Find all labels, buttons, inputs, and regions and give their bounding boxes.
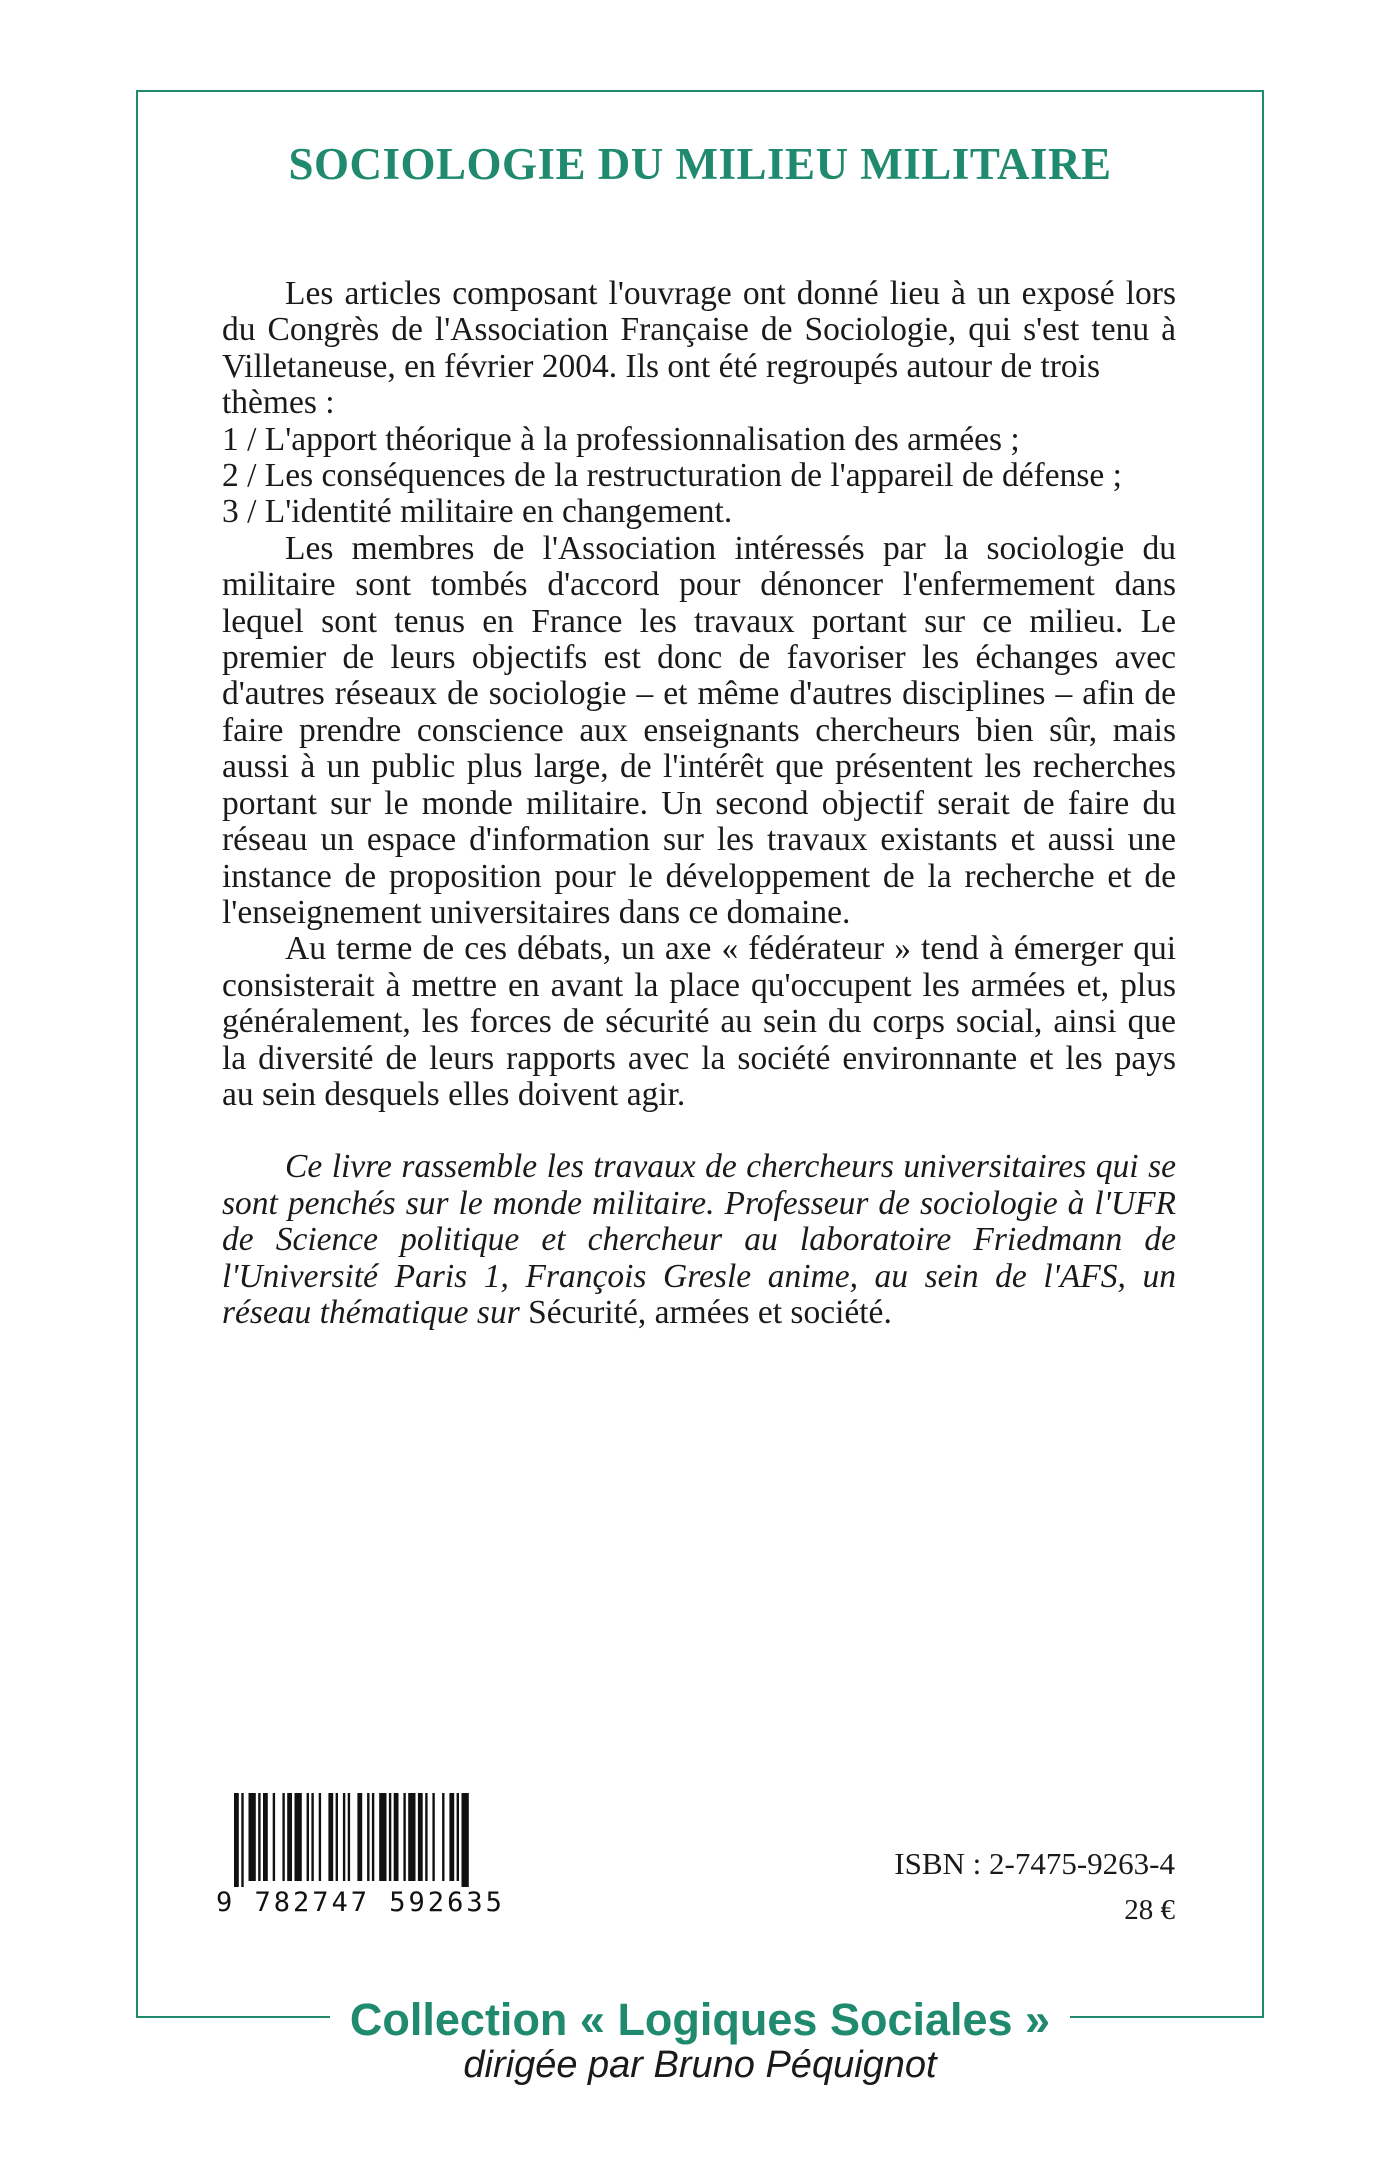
- barcode-bar: [311, 1793, 313, 1881]
- themes-label: thèmes :: [222, 384, 335, 422]
- collection-name: [0, 1996, 1400, 2044]
- barcode-bar: [295, 1793, 302, 1881]
- price: 28 €: [1124, 1894, 1175, 1926]
- barcode-digits: 9 782747 592635: [216, 1887, 505, 1918]
- barcode-bar: [418, 1793, 423, 1881]
- intro-paragraph-1: Les articles composant l'ouvrage ont donné lieu à un exposé lors du Congrès de l'Association Française de Sociologie, qui s'est tenu à Villetaneuse, en février 2004. Ils ont été regroupés autour de trois: [222, 275, 1176, 385]
- barcode-bar: [282, 1793, 284, 1881]
- barcode-bar: [241, 1793, 243, 1887]
- barcode-bar: [432, 1793, 434, 1881]
- isbn: ISBN : 2-7475-9263-4: [894, 1846, 1175, 1881]
- barcode-bar: [394, 1793, 399, 1881]
- barcode-bar: [287, 1793, 292, 1881]
- intro-paragraph-2: Les membres de l'Association intéressés par la sociologie du militaire sont tombés d'accord pour dénoncer l'enfermement dans lequel sont tenus en France les travaux portant sur ce milieu. Le premier de leurs objectifs est donc de favoriser les échanges avec d'autres réseaux de sociologie – et même d'autres disciplines – afin de faire prendre conscience aux enseignants chercheurs bien sûr, mais aussi à un public plus large, de l'intérêt que présentent les recherches portant sur le monde militaire. Un second objectif serait de faire du réseau un espace d'information sur les travaux existants et aussi une instance de proposition pour le développement de la recherche et de l'enseignement universitaires dans ce domaine.: [222, 529, 1176, 931]
- barcode-bar: [408, 1793, 415, 1881]
- barcode-bar: [442, 1793, 444, 1881]
- theme-item-1: 1 / L'apport théorique à la professionnalisation des armées ;: [222, 420, 1020, 458]
- barcode-bar: [367, 1793, 369, 1881]
- back-cover-text: [222, 276, 1176, 1331]
- barcode-bar: [462, 1793, 469, 1887]
- barcode-bar: [425, 1793, 427, 1881]
- barcode-bar: [379, 1793, 386, 1881]
- barcode-bar: [234, 1793, 239, 1887]
- barcode-bar: [336, 1793, 338, 1881]
- barcode-bar: [372, 1793, 374, 1881]
- barcode-bar: [307, 1793, 309, 1881]
- barcode-bar: [348, 1793, 350, 1881]
- summary-italic: Ce livre rassemble les travaux de chercheurs universitaires qui se sont penchés sur le monde militaire. Professeur de sociologie à l'UFR de Science politique et chercheur au laboratoire Friedmann de l'Université Paris 1, François Gresle anime, au sein de l'AFS, un réseau thématique sur: [222, 1148, 1176, 1331]
- summary-end: .: [883, 1293, 892, 1331]
- barcode-bar: [449, 1793, 454, 1881]
- collection-label: Collection « Logiques Sociales »: [332, 1994, 1068, 2045]
- barcode-bar: [357, 1793, 362, 1881]
- barcode-bar: [343, 1793, 345, 1881]
- summary-network-name: Sécurité, armées et société: [528, 1293, 884, 1331]
- theme-item-3: 3 / L'identité militaire en changement.: [222, 493, 733, 531]
- author-summary: [222, 1149, 1176, 1331]
- collection-director: dirigée par Bruno Péquignot: [463, 2044, 937, 2086]
- barcode-bar: [319, 1793, 321, 1881]
- barcode-bar: [273, 1793, 275, 1881]
- barcode-bars: [216, 1793, 528, 1887]
- barcode-bar: [328, 1793, 333, 1881]
- barcode-bar: [258, 1793, 260, 1881]
- book-title: SOCIOLOGIE DU MILIEU MILITAIRE: [288, 139, 1112, 189]
- barcode-bar: [403, 1793, 405, 1881]
- barcode-bar: [249, 1793, 256, 1881]
- theme-item-2: 2 / Les conséquences de la restructuration de l'appareil de défense ;: [222, 457, 1122, 495]
- barcode-bar: [263, 1793, 268, 1881]
- barcode-bar: [389, 1793, 391, 1881]
- intro-paragraph-3: Au terme de ces débats, un axe « fédérateur » tend à émerger qui consisterait à mettre en avant la place qu'occupent les armées et, plus généralement, les forces de sécurité au sein du corps social, ainsi que la diversité de leurs rapports avec la société environnante et les pays au sein desquels elles doivent agir.: [222, 930, 1176, 1113]
- barcode-bar: [457, 1793, 459, 1881]
